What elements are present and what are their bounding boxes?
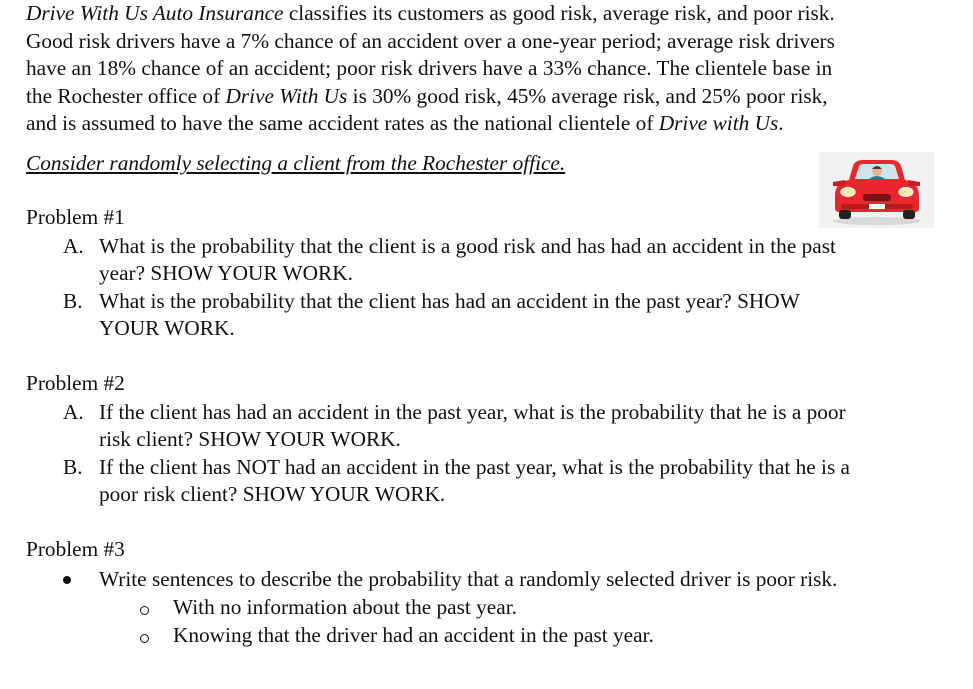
intro-line-2: Good risk drivers have a 7% chance of an accident over a one-year period; average risk drivers (26, 28, 835, 53)
item-text-line: risk client? SHOW YOUR WORK. (99, 427, 401, 452)
intro-line-5-post: . (778, 111, 784, 136)
item-marker: B. (63, 455, 83, 479)
intro-line-1 (26, 0, 956, 28)
hollow-bullet-icon (140, 634, 149, 643)
item-marker: A. (63, 400, 84, 424)
intro-line-4-post: is 30% good risk, 45% average risk, and 25% poor risk, (347, 83, 828, 108)
item-text-line: What is the probability that the client has had an accident in the past year? SHOW (99, 289, 800, 313)
intro-line-5-pre: and is assumed to have the same accident rates as the national clientele of (26, 111, 659, 136)
intro-line-4 (26, 83, 956, 111)
red-car-icon (819, 152, 934, 228)
company-name: Drive With Us Auto Insurance (26, 1, 284, 25)
intro-line-3: have an 18% chance of an accident; poor risk drivers have a 33% chance. The clientele base in (26, 56, 833, 81)
problem-2-title: Problem #2 (26, 371, 125, 395)
bullet-icon (63, 576, 71, 584)
consider-heading: Consider randomly selecting a client from the Rochester office. (26, 151, 566, 175)
sub-item-text: Knowing that the driver had an accident in the past year. (173, 623, 654, 647)
intro-line-1-text: classifies its customers as good risk, average risk, and poor risk. (283, 1, 835, 25)
company-name: Drive with Us (658, 111, 779, 136)
hollow-bullet-icon (140, 606, 149, 615)
item-marker: B. (63, 289, 83, 313)
item-text (99, 288, 800, 343)
item-text-line: If the client has had an accident in the past year, what is the probability that he is a poor (99, 400, 846, 424)
item-text-line: year? SHOW YOUR WORK. (99, 261, 353, 286)
bullet-text: Write sentences to describe the probability that a randomly selected driver is poor risk. (99, 567, 838, 591)
sub-item-text: With no information about the past year. (173, 595, 517, 619)
intro-paragraph (26, 0, 956, 138)
item-marker: A. (63, 234, 84, 258)
item-text-line: If the client has NOT had an accident in the past year, what is the probability that he is a (99, 455, 851, 479)
item-text (99, 399, 846, 454)
item-text-line: poor risk client? SHOW YOUR WORK. (99, 482, 446, 507)
intro-line-4-pre: the Rochester office of (26, 83, 226, 108)
item-text (99, 454, 850, 509)
item-text-line: YOUR WORK. (99, 316, 235, 341)
problem-1-title: Problem #1 (26, 205, 125, 229)
intro-line-5 (26, 110, 956, 138)
problem-3-title: Problem #3 (26, 537, 125, 561)
item-text-line: What is the probability that the client is a good risk and has had an accident in the past (99, 234, 836, 258)
item-text (99, 233, 836, 288)
company-name: Drive With Us (225, 83, 348, 108)
